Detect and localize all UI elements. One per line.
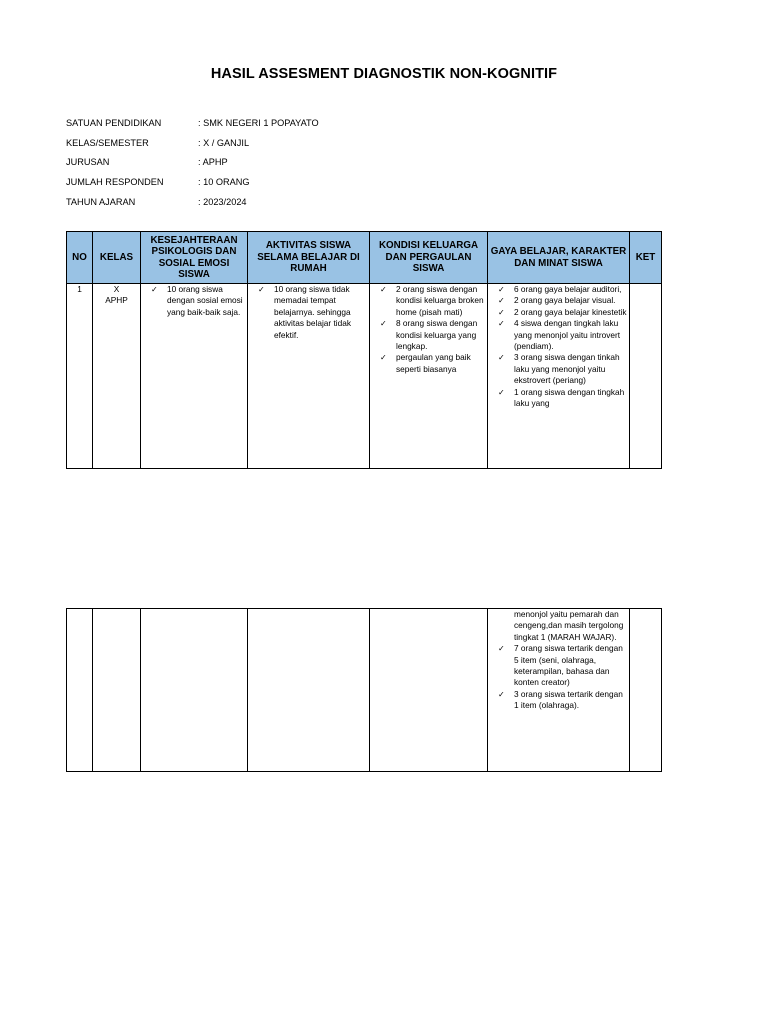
cell-aktivitas [248, 609, 370, 772]
cell-kondisi [370, 609, 488, 772]
cell-ket [630, 284, 662, 469]
table-row [67, 609, 662, 772]
check-icon: ✓ [498, 307, 505, 317]
info-row-tahun [66, 192, 319, 212]
check-icon: ✓ [151, 285, 158, 294]
info-label: SATUAN PENDIDIKAN [66, 117, 162, 128]
header-no: NO [67, 232, 93, 284]
info-value: : SMK NEGERI 1 POPAYATO [198, 117, 319, 128]
info-label: JURUSAN [66, 157, 110, 168]
check-icon: ✓ [380, 353, 387, 363]
header-kesejahteraan: KESEJAHTERAAN PSIKOLOGIS DAN SOSIAL EMOSI SISWA [141, 232, 248, 284]
list-item-text: 10 orang siswa dengan sosial emosi yang baik-baik saja. [167, 284, 243, 317]
list-item-text: 2 orang siswa dengan kondisi keluarga broken home (pisah mati) [396, 284, 484, 317]
list-item [488, 643, 627, 689]
info-row-jurusan [66, 152, 319, 172]
list-item-text: 2 orang gaya belajar visual. [514, 295, 616, 306]
info-value: : 10 ORANG [198, 176, 250, 187]
info-label: TAHUN AJARAN [66, 196, 136, 207]
list-item [488, 689, 627, 712]
continued-text: menonjol yaitu pemarah dan cengeng,dan masih tergolong tingkat 1 (MARAH WAJAR). [514, 609, 624, 642]
header-ket: KET [630, 232, 662, 284]
check-icon: ✓ [498, 296, 505, 306]
cell-kondisi [370, 284, 488, 469]
check-icon: ✓ [258, 285, 265, 294]
cell-ket [630, 609, 662, 772]
cell-no: 1 [67, 284, 93, 469]
check-icon: ✓ [498, 319, 505, 329]
list-item [488, 318, 627, 352]
list-item-text: 1 orang siswa dengan tingkah laku yang [514, 386, 625, 409]
info-value: : X / GANJIL [198, 137, 250, 148]
check-icon: ✓ [380, 319, 387, 329]
list-item-text: 8 orang siswa dengan kondisi keluarga yang lengkap. [396, 318, 478, 352]
table-row [67, 284, 662, 469]
header-kondisi: KONDISI KELUARGA DAN PERGAULAN SISWA [370, 232, 488, 284]
list-item-text: 2 orang gaya belajar kinestetik [514, 306, 627, 317]
list-item [248, 284, 367, 341]
list-item [141, 284, 245, 318]
list-item-text: 10 orang siswa tidak memadai tempat belajarnya. sehingga aktivitas belajar tidak efektif. [274, 284, 352, 340]
header-gaya: GAYA BELAJAR, KARAKTER DAN MINAT SISWA [488, 232, 630, 284]
assessment-table-continued [66, 608, 662, 772]
kelas-line: APHP [105, 295, 128, 306]
list-item [370, 318, 485, 352]
cell-kelas [93, 284, 141, 469]
assessment-table [66, 231, 662, 469]
cell-kelas [93, 609, 141, 772]
info-value: : 2023/2024 [198, 196, 247, 207]
info-block [66, 113, 319, 211]
list-item-text: 6 orang gaya belajar auditori, [514, 284, 622, 294]
info-label: JUMLAH RESPONDEN [66, 176, 164, 187]
check-icon: ✓ [498, 644, 505, 654]
check-icon: ✓ [498, 387, 505, 397]
info-row-satuan [66, 113, 319, 133]
list-item [488, 284, 627, 295]
kelas-line: X [113, 284, 120, 294]
check-icon: ✓ [380, 285, 387, 294]
list-item [488, 352, 627, 386]
cell-kesejahteraan [141, 609, 248, 772]
cell-gaya [488, 609, 630, 772]
info-label: KELAS/SEMESTER [66, 137, 149, 148]
list-item [370, 284, 485, 318]
header-aktivitas: AKTIVITAS SISWA SELAMA BELAJAR DI RUMAH [248, 232, 370, 284]
table-header-row [67, 232, 662, 284]
cell-kesejahteraan [141, 284, 248, 469]
list-item-text: 7 orang siswa tertarik dengan 5 item (seni, olahraga, keterampilan, bahasa dan konten creator) [514, 643, 623, 688]
info-row-responden [66, 172, 319, 192]
document-title: HASIL ASSESMENT DIAGNOSTIK NON-KOGNITIF [210, 66, 558, 82]
list-item-text: pergaulan yang baik seperti biasanya [396, 352, 471, 374]
list-item-text: 4 siswa dengan tingkah laku yang menonjol yaitu introvert (pendiam). [514, 318, 621, 352]
cell-gaya [488, 284, 630, 469]
check-icon: ✓ [498, 353, 505, 363]
check-icon: ✓ [498, 689, 505, 699]
check-icon: ✓ [498, 285, 505, 294]
list-item [488, 295, 627, 306]
cell-no [67, 609, 93, 772]
list-item [370, 352, 485, 375]
header-kelas: KELAS [93, 232, 141, 284]
info-row-kelas [66, 133, 319, 153]
info-value: : APHP [198, 157, 228, 168]
list-item-text: 3 orang siswa tertarik dengan 1 item (olahraga). [514, 688, 623, 711]
list-item [488, 307, 627, 318]
list-item-text: 3 orang siswa dengan tinkah laku yang menonjol yaitu ekstrovert (periang) [514, 352, 620, 386]
list-item [488, 387, 627, 410]
cell-aktivitas [248, 284, 370, 469]
